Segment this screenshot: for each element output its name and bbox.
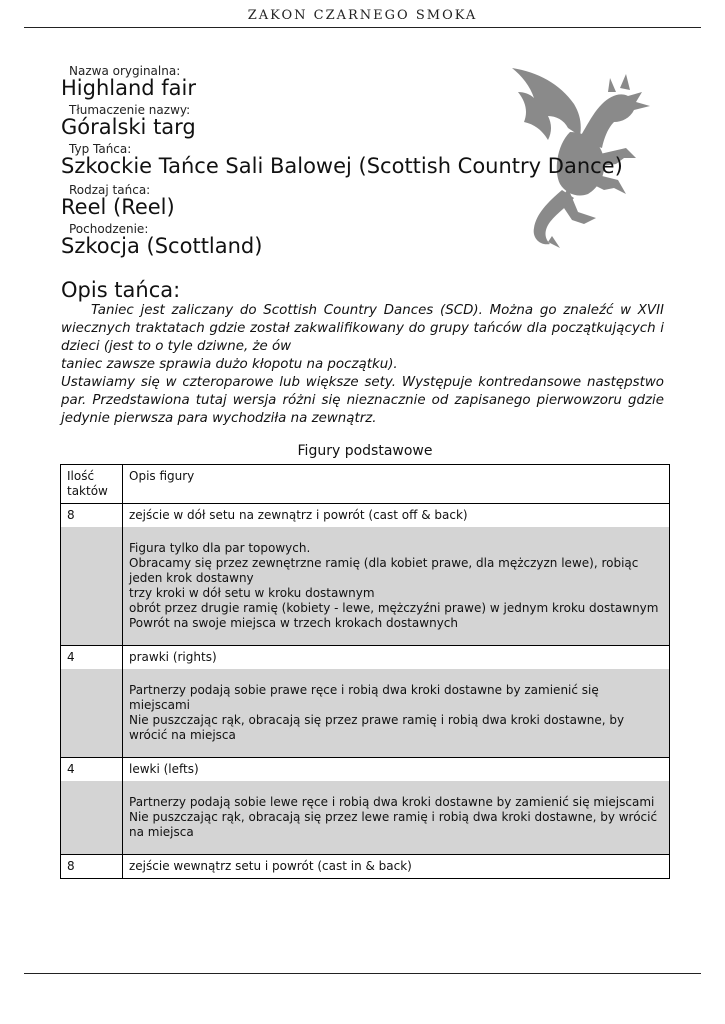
footer-divider [24,973,701,974]
detail-line: trzy kroki w dół setu w kroku dostawnym [129,586,375,600]
table-row [61,646,670,670]
origin-label: Pochodzenie: [69,222,149,236]
figure-title-cell: zejście w dół setu na zewnątrz i powrót (cast off & back) [123,504,670,528]
figure-detail-row [61,527,670,646]
empty-cell [61,781,123,855]
figure-title-cell: zejście wewnątrz setu i powrót (cast in & back) [123,855,670,879]
column-header-description: Opis figury [123,465,670,504]
description-heading: Opis tańca: [61,278,181,302]
header-divider [24,27,701,28]
dance-type-label: Typ Tańca: [69,142,132,156]
figure-detail-cell [123,669,670,758]
table-caption: Figury podstawowe [297,443,433,459]
detail-line: Partnerzy podają sobie prawe ręce i robią dwa kroki dostawne by zamienić się miejscami [129,683,599,712]
table-row [61,758,670,782]
translation-label: Tłumaczenie nazwy: [69,103,191,117]
page-header-title: ZAKON CZARNEGO SMOKA [247,8,478,23]
original-name-value: Highland fair [61,76,197,100]
origin-value: Szkocja (Scottland) [61,234,263,258]
column-header-bars: Ilość taktów [61,465,123,504]
description-text [61,302,664,428]
original-name-label: Nazwa oryginalna: [69,64,181,78]
translation-value: Góralski targ [61,115,196,139]
detail-line: obrót przez drugie ramię (kobiety - lewe, mężczyźni prawe) w jednym kroku dostawnym [129,601,659,615]
figure-detail-row [61,781,670,855]
figure-detail-cell [123,527,670,646]
detail-line: Figura tylko dla par topowych. [129,541,311,555]
figure-title-cell: lewki (lefts) [123,758,670,782]
figure-detail-row [61,669,670,758]
detail-line: Nie puszczając rąk, obracają się przez prawe ramię i robią dwa kroki dostawne, by wrócić na miejsca [129,713,625,742]
detail-line: Partnerzy podają sobie lewe ręce i robią dwa kroki dostawne by zamienić się miejscami [129,795,655,809]
table-row [61,504,670,528]
bars-cell: 4 [61,646,123,670]
empty-cell [61,527,123,646]
bars-cell: 8 [61,504,123,528]
empty-cell [61,669,123,758]
description-paragraph: Taniec jest zaliczany do Scottish Country Dances (SCD). Można go znaleźć w XVII wiecznych traktatach gdzie został zakwalifikowany do grupy tańców dla początkujących i dzieci (jest to o tyle dziwne, że ów [61,303,664,354]
bars-cell: 4 [61,758,123,782]
figure-title-cell: prawki (rights) [123,646,670,670]
table-header-row [61,465,670,504]
figure-detail-cell [123,781,670,855]
dance-type-value: Szkockie Tańce Sali Balowej (Scottish Country Dance) [61,154,623,178]
dance-kind-value: Reel (Reel) [61,195,175,219]
figures-table [60,464,670,879]
table-row [61,855,670,879]
bars-cell: 8 [61,855,123,879]
description-paragraph: taniec zawsze sprawia dużo kłopotu na początku). [61,357,398,372]
detail-line: Obracamy się przez zewnętrzne ramię (dla kobiet prawe, dla mężczyzn lewe), robiąc jeden krok dostawny [129,556,639,585]
description-paragraph: Ustawiamy się w czteroparowe lub większe sety. Występuje kontredansowe następstwo par. Przedstawiona tutaj wersja różni się nieznacznie od zapisanego pierwowzoru gdzie jedynie pierwsza para wychodziła na zewnątrz. [61,375,664,426]
dance-kind-label: Rodzaj tańca: [69,183,151,197]
detail-line: Powrót na swoje miejsca w trzech krokach dostawnych [129,616,458,630]
detail-line: Nie puszczając rąk, obracają się przez lewe ramię i robią dwa kroki dostawne, by wrócić na miejsca [129,810,658,839]
